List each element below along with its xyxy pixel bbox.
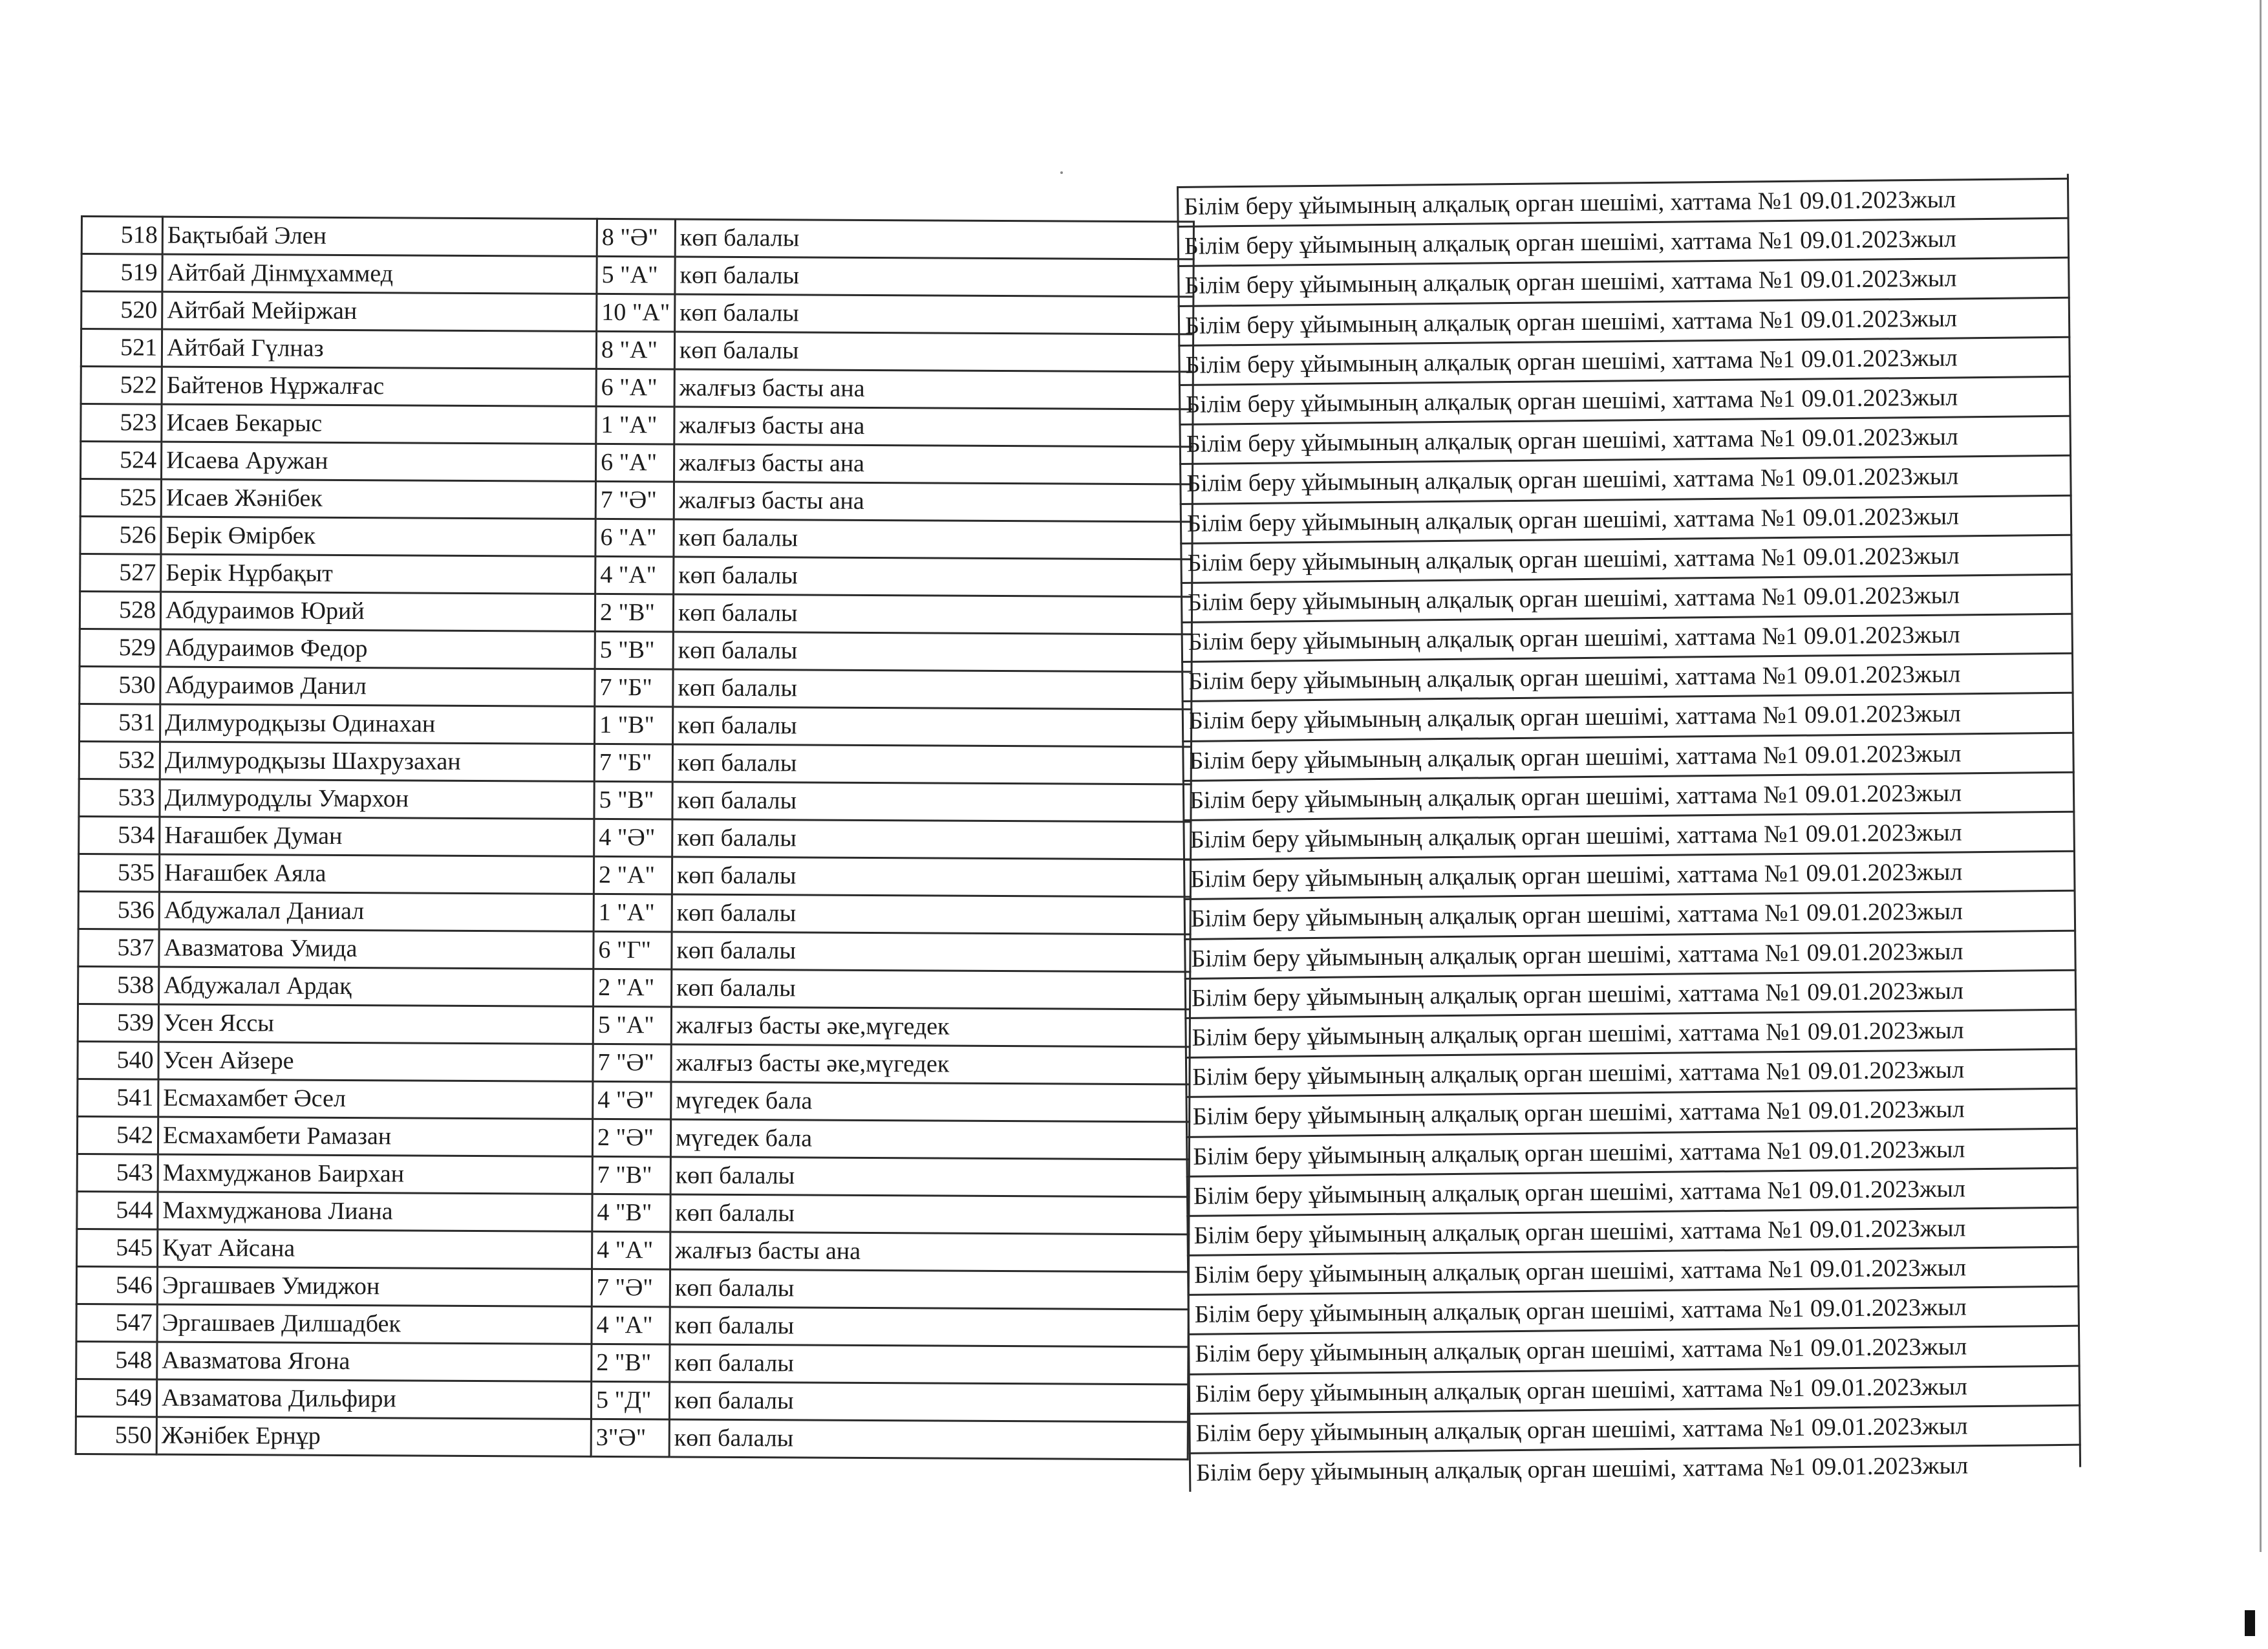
class-grade: 1 "В" — [595, 706, 673, 744]
family-category: көп балалы — [670, 1344, 1188, 1385]
table-row — [80, 629, 1192, 671]
table-row — [78, 1079, 1190, 1121]
row-number: 547 — [76, 1304, 157, 1342]
row-number: 534 — [79, 816, 160, 854]
family-category: көп балалы — [672, 819, 1191, 859]
decision-text: Білім беру ұйымының алқалық орган шешімі, хаттама №1 09.01.2023жыл — [1178, 296, 2071, 344]
student-name: Айтбай Мейіржан — [162, 292, 597, 331]
family-category: көп балалы — [674, 519, 1192, 559]
student-name: Абдураимов Федор — [160, 629, 595, 669]
decision-text: Білім беру ұйымының алқалық орган шешімі, хаттама №1 09.01.2023жыл — [1184, 1009, 2077, 1057]
family-category: жалғыз басты ана — [674, 482, 1192, 522]
student-name: Нағашбек Аяла — [159, 854, 594, 894]
class-grade: 2 "А" — [594, 969, 672, 1007]
student-name: Авзаматова Дильфири — [156, 1379, 591, 1419]
decision-text: Білім беру ұйымының алқалық орган шешімі, хаттама №1 09.01.2023жыл — [1188, 1325, 2081, 1373]
table-row — [81, 442, 1193, 484]
class-grade: 4 "Ә" — [594, 819, 672, 857]
table-row — [80, 479, 1192, 522]
class-grade: 5 "В" — [595, 631, 673, 669]
family-category: көп балалы — [670, 1157, 1189, 1197]
row-number: 529 — [80, 629, 160, 667]
table-row — [80, 704, 1192, 746]
class-grade: 7 "В" — [592, 1156, 670, 1194]
student-name: Абдураимов Данил — [160, 667, 595, 706]
decision-text: Білім беру ұйымының алқалық орган шешімі, хаттама №1 09.01.2023жыл — [1179, 376, 2071, 424]
decision-text: Білім беру ұйымының алқалық орган шешімі, хаттама №1 09.01.2023жыл — [1184, 890, 2077, 938]
row-number: 524 — [81, 442, 162, 480]
table-row — [79, 816, 1191, 859]
student-name: Берік Нұрбақыт — [161, 554, 595, 594]
decision-text: Білім беру ұйымының алқалық орган шешімі, хаттама №1 09.01.2023жыл — [1188, 1404, 2081, 1452]
student-list-table-wrapper — [75, 215, 1195, 1460]
table-row — [77, 1154, 1189, 1196]
decision-text: Білім беру ұйымының алқалық орган шешімі, хаттама №1 09.01.2023жыл — [1187, 1286, 2080, 1333]
student-list-table — [75, 215, 1195, 1460]
class-grade: 6 "Г" — [594, 931, 672, 969]
table-row — [77, 1191, 1189, 1234]
student-name: Исаев Бекарыс — [162, 404, 596, 444]
student-name: Абдужалал Ардақ — [159, 967, 594, 1006]
family-category: мүгедек бала — [671, 1082, 1190, 1122]
family-category: көп балалы — [675, 219, 1193, 259]
table-row — [76, 1266, 1188, 1309]
row-number: 549 — [76, 1379, 156, 1417]
row-number: 522 — [81, 367, 162, 405]
row-number: 525 — [80, 479, 161, 517]
decision-text: Білім беру ұйымының алқалық орган шешімі, хаттама №1 09.01.2023жыл — [1177, 257, 2070, 305]
row-number: 521 — [81, 329, 162, 367]
class-grade: 1 "А" — [594, 894, 672, 932]
student-name: Абдураимов Юрий — [160, 592, 595, 631]
class-grade: 8 "Ә" — [597, 219, 675, 257]
table-row — [78, 966, 1190, 1009]
row-number: 518 — [81, 217, 162, 255]
family-category: көп балалы — [670, 1269, 1188, 1310]
row-number: 546 — [76, 1266, 157, 1304]
student-name: Эргашваев Дилшадбек — [157, 1304, 592, 1344]
family-category: жалғыз басты ана — [674, 369, 1193, 409]
class-grade: 7 "Ә" — [593, 1044, 671, 1082]
decision-text: Білім беру ұйымының алқалық орган шешімі, хаттама №1 09.01.2023жыл — [1182, 771, 2075, 819]
decision-text: Білім беру ұйымының алқалық орган шешімі, хаттама №1 09.01.2023жыл — [1177, 217, 2070, 265]
student-name: Авазматова Умида — [159, 929, 594, 969]
family-category: көп балалы — [673, 707, 1192, 747]
decision-text: Білім беру ұйымының алқалық орган шешімі, хаттама №1 09.01.2023жыл — [1185, 1048, 2078, 1096]
student-name: Айтбай Гүлназ — [162, 329, 596, 369]
decision-text: Білім беру ұйымының алқалық орган шешімі, хаттама №1 09.01.2023жыл — [1181, 574, 2073, 621]
family-category: мүгедек бала — [670, 1119, 1189, 1159]
class-grade: 4 "А" — [592, 1306, 670, 1344]
family-category: көп балалы — [674, 557, 1192, 597]
row-number: 535 — [78, 854, 159, 892]
decision-text: Білім беру ұйымының алқалық орган шешімі, хаттама №1 09.01.2023жыл — [1188, 1364, 2081, 1412]
table-row — [81, 217, 1193, 259]
student-name: Жәнібек Ернұр — [156, 1417, 591, 1456]
table-row — [76, 1304, 1188, 1346]
family-category: көп балалы — [669, 1419, 1188, 1460]
family-category: жалғыз басты әке,мүгедек — [671, 1007, 1190, 1047]
family-category: жалғыз басты ана — [670, 1232, 1189, 1272]
class-grade: 2 "А" — [594, 856, 672, 894]
student-name: Усен Айзере — [158, 1042, 593, 1081]
decision-text: Білім беру ұйымының алқалық орган шешімі, хаттама №1 09.01.2023жыл — [1179, 415, 2072, 463]
family-category: көп балалы — [672, 744, 1191, 784]
student-name: Айтбай Дінмұхаммед — [162, 254, 597, 294]
class-grade: 6 "А" — [596, 369, 674, 407]
table-row — [80, 554, 1192, 597]
decision-text: Білім беру ұйымының алқалық орган шешімі, хаттама №1 09.01.2023жыл — [1180, 534, 2073, 581]
table-row — [79, 741, 1191, 784]
student-name: Берік Өмірбек — [161, 517, 595, 556]
row-number: 539 — [78, 1004, 158, 1042]
table-row — [81, 254, 1193, 297]
row-number: 548 — [76, 1341, 157, 1379]
row-number: 545 — [77, 1229, 158, 1267]
student-name: Байтенов Нұржалғас — [162, 367, 596, 406]
decision-text: Білім беру ұйымының алқалық орган шешімі, хаттама №1 09.01.2023жыл — [1187, 1246, 2080, 1294]
family-category: көп балалы — [672, 857, 1190, 897]
student-name: Махмуджанов Баирхан — [158, 1154, 592, 1194]
student-name: Дилмуродұлы Умархон — [160, 779, 594, 819]
table-row — [80, 592, 1192, 634]
family-category: жалғыз басты ана — [674, 444, 1192, 484]
table-row — [76, 1341, 1188, 1384]
decision-text: Білім беру ұйымының алқалық орган шешімі, хаттама №1 09.01.2023жыл — [1177, 178, 2070, 226]
table-row — [78, 1004, 1190, 1046]
student-name: Дилмуродқызы Одинахан — [160, 704, 595, 744]
class-grade: 2 "В" — [595, 594, 673, 632]
table-row — [78, 854, 1190, 896]
decision-column — [1177, 178, 2081, 1492]
row-number: 528 — [80, 592, 160, 630]
row-number: 526 — [80, 517, 161, 555]
student-name: Есмахамбет Әсел — [158, 1079, 593, 1119]
row-number: 543 — [77, 1154, 158, 1192]
class-grade: 5 "А" — [593, 1006, 671, 1044]
table-row — [80, 517, 1192, 559]
class-grade: 6 "А" — [595, 444, 674, 482]
family-category: көп балалы — [669, 1382, 1188, 1422]
class-grade: 7 "Б" — [595, 669, 673, 707]
table-row — [81, 292, 1193, 334]
family-category: жалғыз басты әке,мүгедек — [671, 1044, 1190, 1084]
family-category: көп балалы — [673, 632, 1192, 672]
class-grade: 7 "Ә" — [592, 1269, 670, 1307]
decision-text: Білім беру ұйымының алқалық орган шешімі, хаттама №1 09.01.2023жыл — [1182, 731, 2075, 779]
class-grade: 5 "А" — [597, 256, 675, 294]
family-category: көп балалы — [672, 894, 1190, 934]
row-number: 533 — [79, 779, 160, 817]
row-number: 531 — [80, 704, 160, 742]
family-category: көп балалы — [674, 332, 1193, 372]
family-category: көп балалы — [673, 594, 1192, 634]
decision-text: Білім беру ұйымының алқалық орган шешімі, хаттама №1 09.01.2023жыл — [1181, 613, 2073, 661]
class-grade: 2 "Ә" — [592, 1119, 670, 1157]
class-grade: 7 "Ә" — [595, 481, 674, 519]
student-name: Махмуджанова Лиана — [158, 1192, 592, 1231]
class-grade: 10 "А" — [597, 294, 675, 332]
scan-edge-line — [2260, 0, 2262, 1552]
row-number: 541 — [78, 1079, 158, 1117]
decision-text: Білім беру ұйымының алқалық орган шешімі, хаттама №1 09.01.2023жыл — [1186, 1167, 2079, 1214]
family-category: жалғыз басты ана — [674, 407, 1193, 447]
decision-text: Білім беру ұйымының алқалық орган шешімі, хаттама №1 09.01.2023жыл — [1182, 692, 2075, 740]
class-grade: 5 "В" — [594, 781, 672, 819]
decision-text: Білім беру ұйымының алқалық орган шешімі, хаттама №1 09.01.2023жыл — [1180, 494, 2073, 542]
row-number: 550 — [76, 1416, 156, 1454]
scan-corner-mark — [2245, 1610, 2255, 1636]
row-number: 532 — [79, 741, 160, 779]
row-number: 530 — [80, 666, 160, 704]
table-row — [81, 367, 1193, 409]
student-name: Абдужалал Даниал — [159, 892, 594, 931]
family-category: көп балалы — [670, 1307, 1188, 1347]
row-number: 527 — [80, 554, 161, 592]
class-grade: 4 "Ә" — [593, 1081, 671, 1119]
decision-text: Білім беру ұйымының алқалық орган шешімі, хаттама №1 09.01.2023жыл — [1182, 811, 2075, 859]
decision-text: Білім беру ұйымының алқалық орган шешімі, хаттама №1 09.01.2023жыл — [1181, 652, 2074, 700]
row-number: 523 — [81, 404, 162, 442]
row-number: 537 — [78, 929, 159, 967]
student-name: Исаев Жәнібек — [161, 479, 595, 519]
table-row — [78, 891, 1190, 934]
row-number: 536 — [78, 891, 159, 929]
student-name: Есмахамбети Рамазан — [158, 1117, 592, 1156]
class-grade: 6 "А" — [595, 519, 674, 557]
decision-text: Білім беру ұйымының алқалық орган шешімі, хаттама №1 09.01.2023жыл — [1184, 929, 2077, 977]
table-row — [78, 929, 1190, 971]
class-grade: 4 "В" — [592, 1194, 670, 1232]
row-number: 540 — [78, 1041, 158, 1079]
family-category: көп балалы — [675, 294, 1193, 334]
student-name: Дилмуродқызы Шахрузахан — [160, 742, 594, 781]
table-row — [76, 1416, 1188, 1459]
decision-text: Білім беру ұйымының алқалық орган шешімі, хаттама №1 09.01.2023жыл — [1184, 969, 2077, 1017]
decision-text: Білім беру ұйымының алқалық орган шешімі, хаттама №1 09.01.2023жыл — [1186, 1088, 2079, 1136]
table-row — [76, 1379, 1188, 1421]
class-grade: 7 "Б" — [594, 744, 672, 782]
family-category: көп балалы — [673, 669, 1192, 709]
decision-text: Білім беру ұйымының алқалық орган шешімі, хаттама №1 09.01.2023жыл — [1178, 336, 2071, 383]
class-grade: 4 "А" — [595, 556, 674, 594]
decision-text: Білім беру ұйымының алқалық орган шешімі, хаттама №1 09.01.2023жыл — [1186, 1127, 2079, 1175]
student-name: Авазматова Ягона — [157, 1342, 592, 1381]
student-name: Усен Яссы — [158, 1004, 593, 1044]
class-grade: 1 "А" — [596, 406, 674, 444]
class-grade: 2 "В" — [592, 1344, 670, 1382]
decision-text: Білім беру ұйымының алқалық орган шешімі, хаттама №1 09.01.2023жыл — [1179, 455, 2072, 502]
student-name: Эргашваев Умиджон — [157, 1267, 592, 1306]
table-row — [77, 1229, 1189, 1271]
decision-text: Білім беру ұйымының алқалық орган шешімі, хаттама №1 09.01.2023жыл — [1186, 1207, 2079, 1255]
row-number: 542 — [77, 1116, 158, 1154]
student-name: Исаева Аружан — [162, 442, 596, 481]
table-row — [79, 779, 1191, 821]
student-name: Бақтыбай Элен — [162, 217, 597, 256]
family-category: көп балалы — [672, 932, 1190, 972]
family-category: көп балалы — [672, 782, 1191, 822]
student-list-body — [76, 217, 1193, 1460]
decision-text: Білім беру ұйымының алқалық орган шешімі, хаттама №1 09.01.2023жыл — [1183, 850, 2076, 898]
family-category: көп балалы — [670, 1194, 1189, 1234]
table-row — [78, 1041, 1190, 1084]
row-number: 544 — [77, 1191, 158, 1229]
student-name: Қуат Айсана — [158, 1229, 592, 1269]
table-row — [81, 329, 1193, 372]
class-grade: 4 "А" — [592, 1231, 670, 1269]
row-number: 520 — [81, 292, 162, 330]
table-row — [80, 666, 1192, 709]
scan-speck — [1060, 171, 1063, 174]
table-row — [77, 1116, 1189, 1159]
student-name: Нағашбек Думан — [160, 817, 594, 856]
row-number: 538 — [78, 966, 159, 1004]
table-row — [81, 404, 1193, 447]
family-category: көп балалы — [675, 257, 1193, 297]
decision-text: Білім беру ұйымының алқалық орган шешімі, хаттама №1 09.01.2023жыл — [1189, 1444, 2082, 1492]
class-grade: 3"Ә" — [591, 1419, 669, 1457]
row-number: 519 — [81, 254, 162, 292]
class-grade: 8 "А" — [596, 331, 674, 369]
class-grade: 5 "Д" — [591, 1381, 669, 1419]
family-category: көп балалы — [672, 969, 1190, 1009]
